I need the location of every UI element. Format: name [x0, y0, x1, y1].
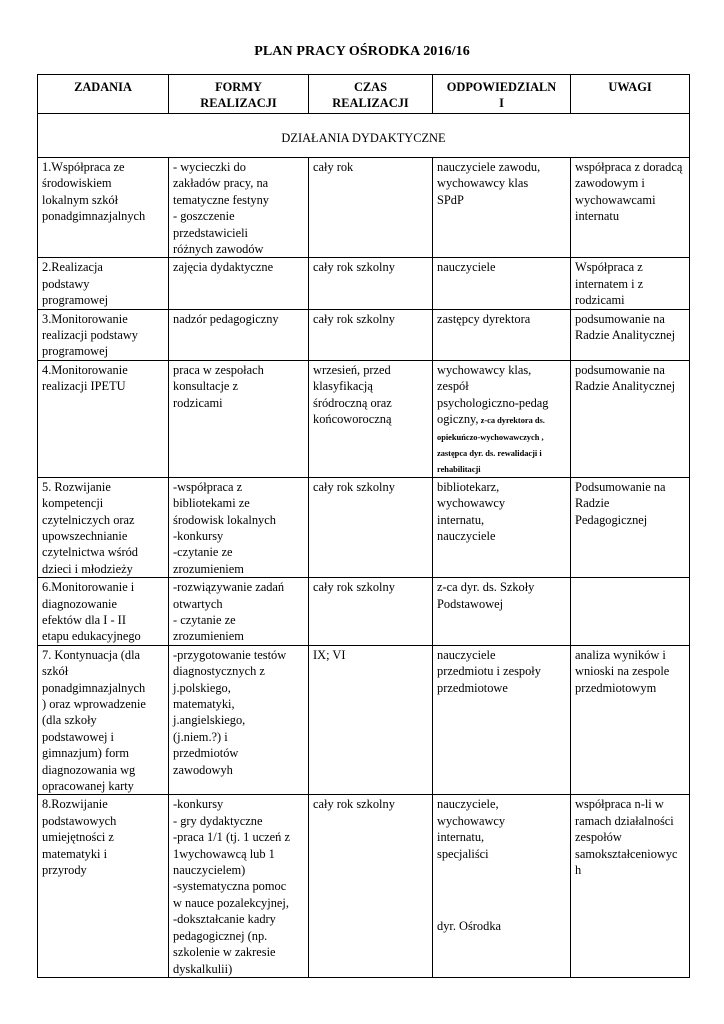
cell-uwagi: podsumowanie na Radzie Analitycznej: [571, 309, 690, 360]
cell-spacer: [437, 862, 566, 890]
table-row: [38, 309, 690, 360]
section-row: [38, 114, 690, 158]
cell-uwagi: Współpraca z internatem i z rodzicami: [571, 258, 690, 309]
cell-odpowiedzialni: zastępcy dyrektora: [433, 309, 571, 360]
cell-czas: cały rok szkolny: [309, 795, 433, 977]
cell-odpowiedzialni-extra: dyr. Ośrodka: [437, 919, 502, 934]
table-row: [38, 158, 690, 258]
cell-formy: -rozwiązywanie zadań otwartych - czytanie ze zrozumieniem: [169, 578, 309, 646]
cell-odpowiedzialni: [433, 795, 571, 977]
cell-uwagi: współpraca z doradcą zawodowym i wychowawcami internatu: [571, 158, 690, 258]
cell-odpowiedzialni-main: wychowawcy klas, zespół psychologiczno-pedag ogiczny,: [437, 362, 549, 427]
header-czas-realizacji: CZAS REALIZACJI: [309, 75, 433, 114]
cell-uwagi: współpraca n-li w ramach działalności zespołów samokształceniowyc h: [571, 795, 690, 977]
cell-spacer: [437, 890, 566, 918]
cell-czas: wrzesień, przed klasyfikacją śródroczną oraz końcoworoczną: [309, 360, 433, 477]
cell-czas: IX; VI: [309, 645, 433, 795]
cell-zadanie: 2.Realizacja podstawy programowej: [38, 258, 169, 309]
header-formy-realizacji: FORMY REALIZACJI: [169, 75, 309, 114]
table-row: [38, 360, 690, 477]
cell-czas: cały rok szkolny: [309, 578, 433, 646]
cell-czas: cały rok szkolny: [309, 258, 433, 309]
cell-uwagi: [571, 578, 690, 646]
cell-odpowiedzialni: [433, 360, 571, 477]
section-title: DZIAŁANIA DYDAKTYCZNE: [38, 114, 690, 158]
table-row: [38, 578, 690, 646]
cell-formy: -przygotowanie testów diagnostycznych z j.polskiego, matematyki, j.angielskiego, (j.niem.?) i przedmiotów zawodowyh: [169, 645, 309, 795]
table-row: [38, 258, 690, 309]
header-uwagi: UWAGI: [571, 75, 690, 114]
cell-formy: zajęcia dydaktyczne: [169, 258, 309, 309]
cell-zadanie: 4.Monitorowanie realizacji IPETU: [38, 360, 169, 477]
cell-formy: -współpraca z bibliotekami ze środowisk lokalnych -konkursy -czytanie ze zrozumieniem: [169, 477, 309, 577]
cell-odpowiedzialni: nauczyciele przedmiotu i zespoły przedmiotowe: [433, 645, 571, 795]
cell-czas: cały rok szkolny: [309, 477, 433, 577]
cell-formy: -konkursy - gry dydaktyczne -praca 1/1 (tj. 1 uczeń z 1wychowawcą lub 1 nauczycielem) -systematyczna pomoc w nauce pozalekcyjnej, -dokształcanie kadry pedagogicznej (np. szkolenie w zakresie dyskalkulii): [169, 795, 309, 977]
header-odpowiedzialni: ODPOWIEDZIALN I: [433, 75, 571, 114]
table-row: [38, 645, 690, 795]
table-row: [38, 477, 690, 577]
cell-zadanie: 8.Rozwijanie podstawowych umiejętności z matematyki i przyrody: [38, 795, 169, 977]
cell-uwagi: podsumowanie na Radzie Analitycznej: [571, 360, 690, 477]
cell-zadanie: 5. Rozwijanie kompetencji czytelniczych oraz upowszechnianie czytelnictwa wśród dzieci i młodzieży: [38, 477, 169, 577]
work-plan-table: [37, 74, 690, 978]
cell-zadanie: 3.Monitorowanie realizacji podstawy programowej: [38, 309, 169, 360]
cell-zadanie: 6.Monitorowanie i diagnozowanie efektów dla I - II etapu edukacyjnego: [38, 578, 169, 646]
cell-uwagi: Podsumowanie na Radzie Pedagogicznej: [571, 477, 690, 577]
cell-odpowiedzialni-small: z-ca dyrektora ds. opiekuńczo-wychowawczych , zastępca dyr. ds. rewalidacji i rehabilitacji: [437, 416, 545, 475]
cell-uwagi: analiza wyników i wnioski na zespole przedmiotowym: [571, 645, 690, 795]
cell-zadanie: 7. Kontynuacja (dla szkół ponadgimnazjalnych ) oraz wprowadzenie (dla szkoły podstawowej i gimnazjum) form diagnozowania wg opracowanej karty: [38, 645, 169, 795]
header-zadania: ZADANIA: [38, 75, 169, 114]
cell-odpowiedzialni: nauczyciele: [433, 258, 571, 309]
cell-czas: cały rok: [309, 158, 433, 258]
cell-odpowiedzialni: nauczyciele zawodu, wychowawcy klas SPdP: [433, 158, 571, 258]
header-row: [38, 75, 690, 114]
cell-formy: praca w zespołach konsultacje z rodzicami: [169, 360, 309, 477]
cell-zadanie: 1.Współpraca ze środowiskiem lokalnym szkół ponadgimnazjalnych: [38, 158, 169, 258]
cell-czas: cały rok szkolny: [309, 309, 433, 360]
page-title: PLAN PRACY OŚRODKA 2016/16: [254, 44, 470, 59]
cell-odpowiedzialni-main: nauczyciele, wychowawcy internatu, specjaliści: [437, 797, 506, 861]
cell-formy: nadzór pedagogiczny: [169, 309, 309, 360]
cell-odpowiedzialni: z-ca dyr. ds. Szkoły Podstawowej: [433, 578, 571, 646]
table-row: [38, 795, 690, 977]
cell-odpowiedzialni: bibliotekarz, wychowawcy internatu, nauczyciele: [433, 477, 571, 577]
cell-formy: - wycieczki do zakładów pracy, na tematyczne festyny - goszczenie przedstawicieli różnych zawodów: [169, 158, 309, 258]
